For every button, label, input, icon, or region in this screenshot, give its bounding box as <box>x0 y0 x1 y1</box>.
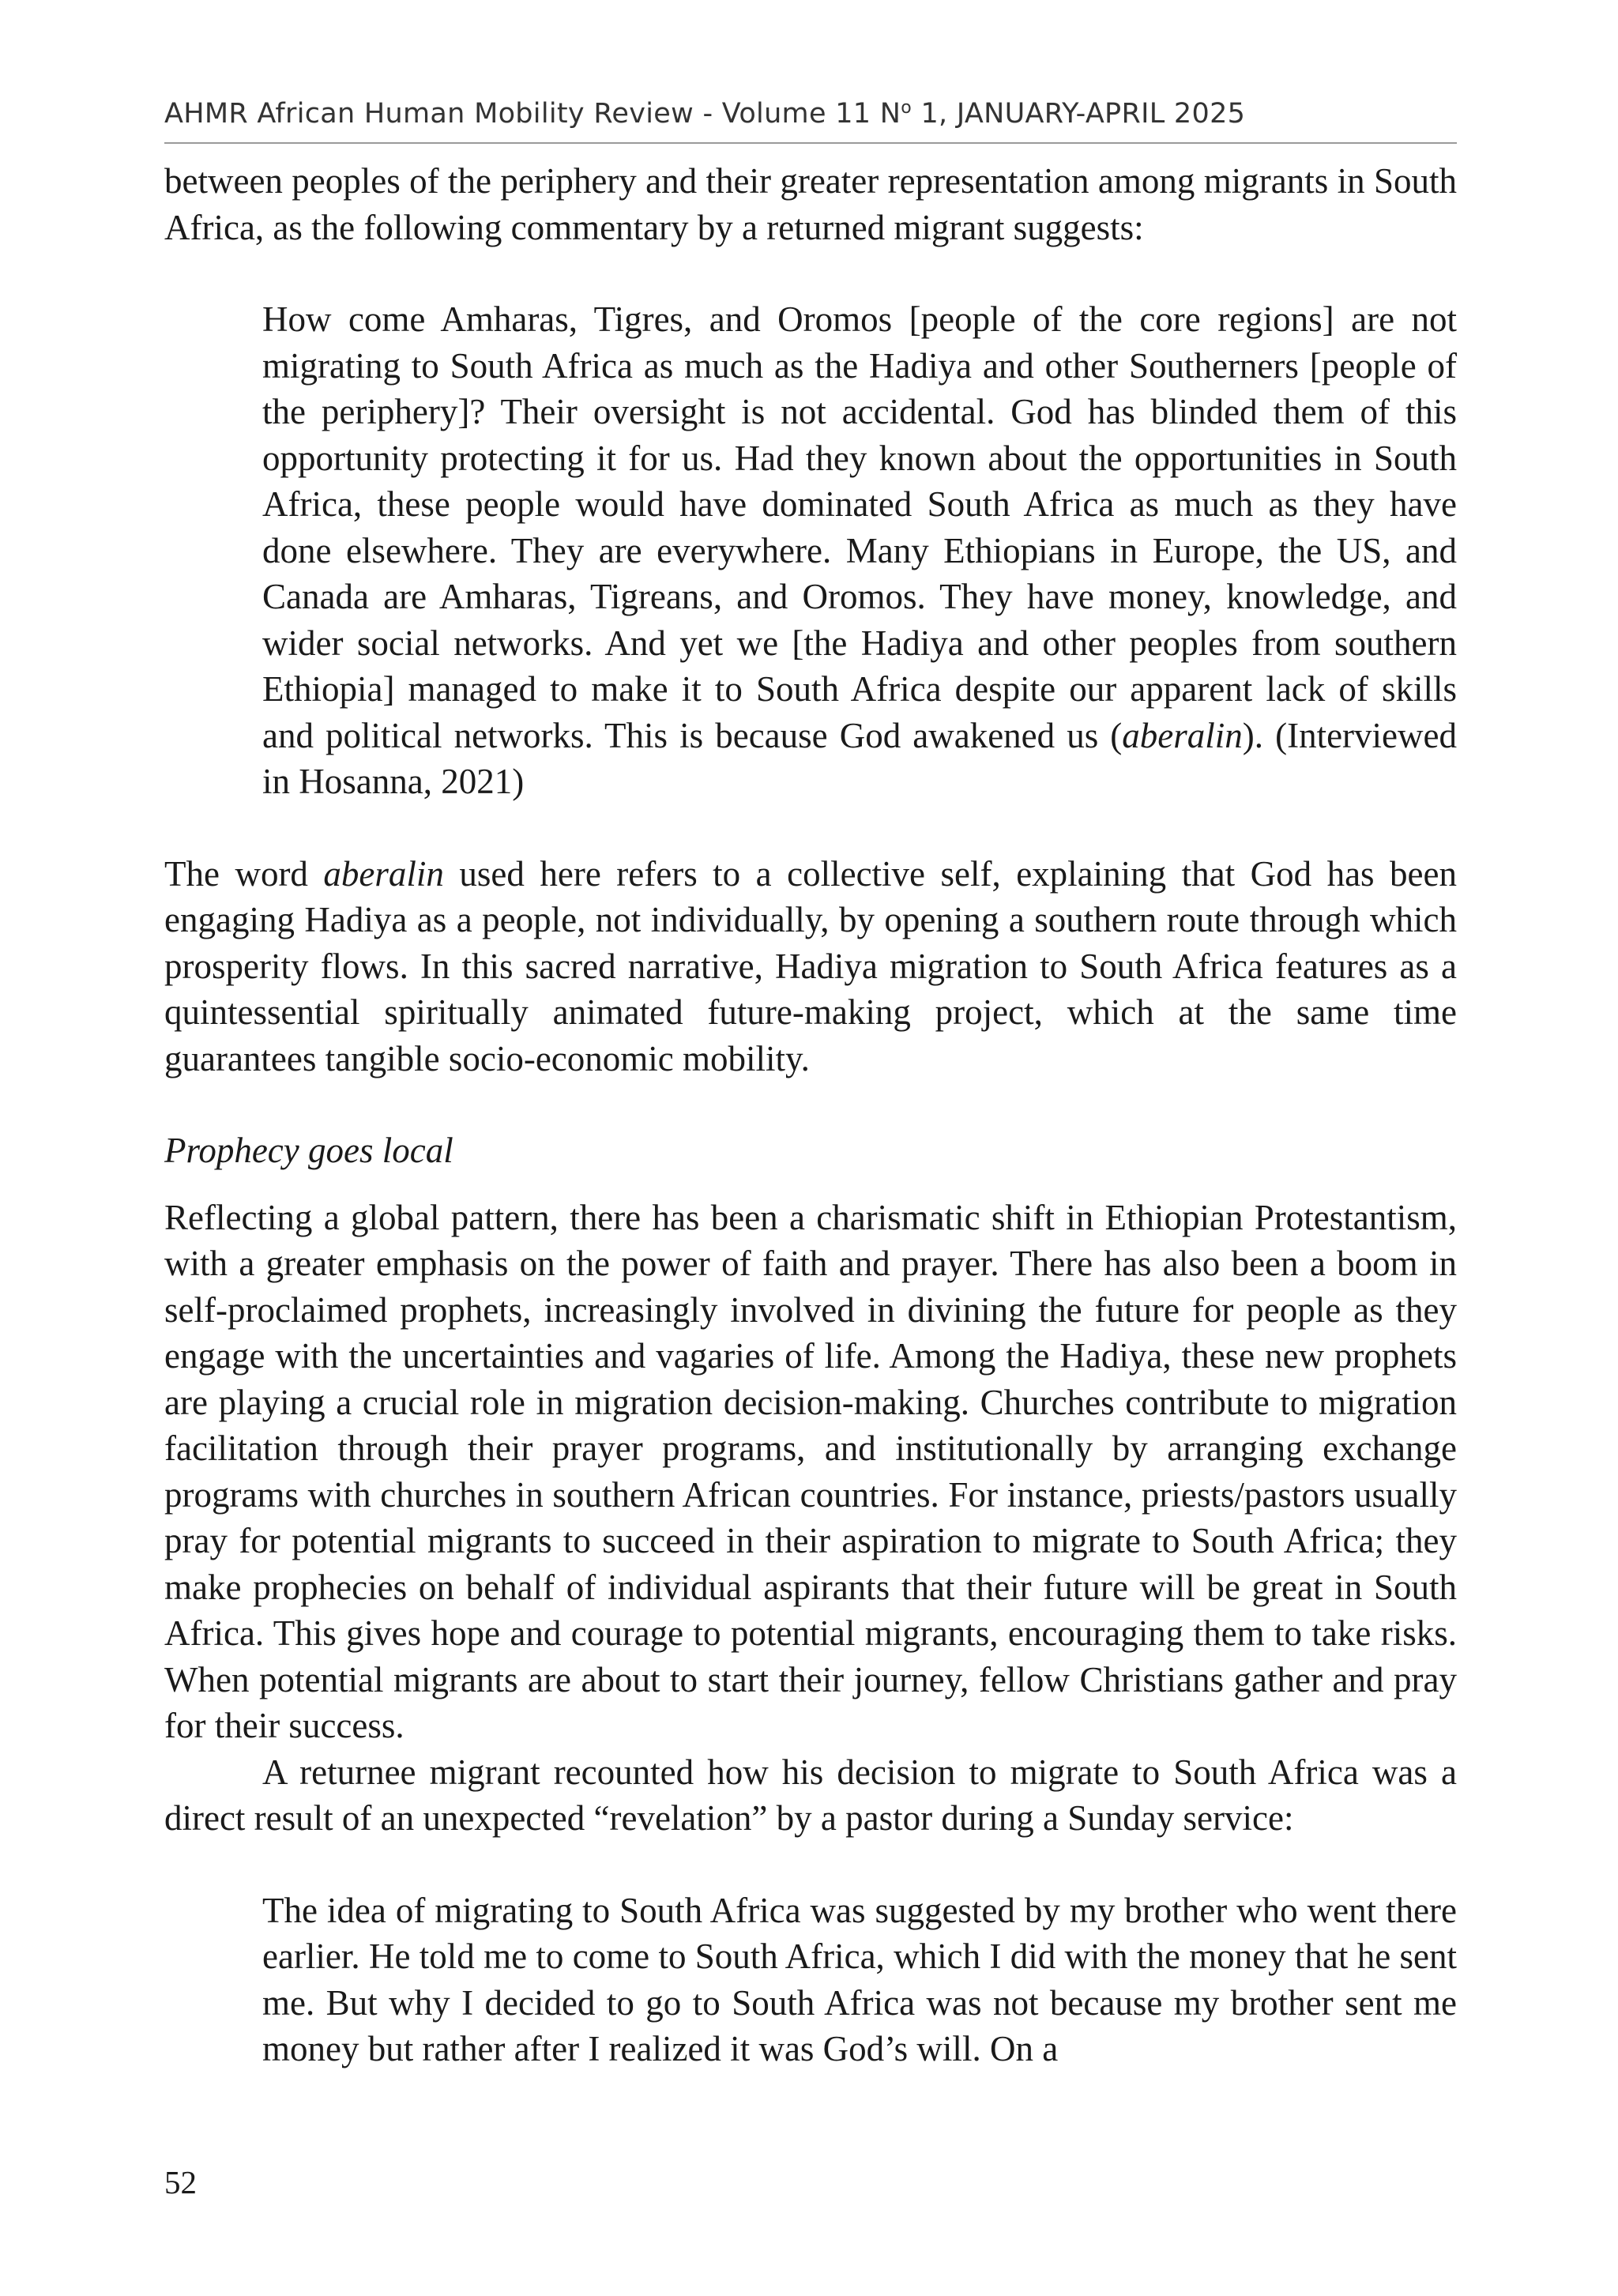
paragraph-aberalin-term: aberalin <box>323 853 444 894</box>
paragraph-aberalin <box>164 851 1457 1082</box>
section-subheading: Prophecy goes local <box>164 1131 453 1170</box>
paragraph-prophecy: Reflecting a global pattern, there has been a charismatic shift in Ethiopian Protestantism, with a greater emphasis on the power of faith and prayer. There has also been a boom in self-proclaimed prophets, increasingly involved in divining the future for people as they engage with the uncertainties and vagaries of life. Among the Hadiya, these new prophets are playing a crucial role in migration decision-making. Churches contribute to migration facilitation through their prayer programs, and institutionally by arranging exchange programs with churches in southern African countries. For instance, priests/pastors usually pray for potential migrants to succeed in their aspiration to migrate to South Africa; they make prophecies on behalf of individual aspirants that their future will be great in South Africa. This gives hope and courage to potential migrants, encouraging them to take risks. When potential migrants are about to start their journey, fellow Christians gather and pray for their success. <box>164 1197 1457 1745</box>
paragraph-aberalin-text: used here refers to a collective self, explaining that God has been engaging Hadiya as a people, not individually, by opening a southern route through which prosperity flows. In this sacred narrative, Hadiya migration to South Africa features as a quintessential spiritually animated future-making project, which at the same time guarantees tangible socio-economic mobility. <box>164 853 1458 1078</box>
paragraph-aberalin-lead: The word <box>164 853 324 894</box>
running-header-text: AHMR African Human Mobility Review - Volume 11 N <box>164 98 901 130</box>
running-header-issue: 1, JANUARY-APRIL 2025 <box>912 98 1246 130</box>
block-quote-2: The idea of migrating to South Africa was suggested by my brother who went there earlier. He told me to come to South Africa, which I did with the money that he sent me. But why I decided to go to South Africa was not because my brother sent me money but rather after I realized it was God’s will. On a <box>262 1890 1457 2068</box>
page-number: 52 <box>164 2164 197 2200</box>
block-quote-1 <box>262 296 1457 805</box>
block-quote-1-citation: ). (Interviewed in Hosanna, 2021) <box>262 715 1457 801</box>
running-header <box>164 98 1457 130</box>
article-body <box>164 158 1457 2072</box>
number-sign-superscript: o <box>901 98 912 118</box>
header-divider <box>164 142 1457 144</box>
paragraph-continued: between peoples of the periphery and their greater representation among migrants in South Africa, as the following commentary by a returned migrant suggests: <box>164 161 1457 247</box>
block-quote-1-text: How come Amharas, Tigres, and Oromos [people of the core regions] are not migrating to South Africa as much as the Hadiya and other Southerners [people of the periphery]? Their oversight is not accidental. God has blinded them of this opportunity protecting it for us. Had they known about the opportunities in South Africa, these people would have dominated South Africa as much as they have done elsewhere. They are everywhere. Many Ethiopians in Europe, the US, and Canada are Amharas, Tigreans, and Oromos. They have money, knowledge, and wider social networks. And yet we [the Hadiya and other peoples from southern Ethiopia] managed to make it to South Africa despite our apparent lack of skills and political networks. This is because God awakened us ( <box>262 299 1457 755</box>
paragraph-returnee: A returnee migrant recounted how his decision to migrate to South Africa was a direct result of an unexpected “revelation” by a pastor during a Sunday service: <box>164 1752 1457 1838</box>
block-quote-1-term: aberalin <box>1122 715 1243 755</box>
